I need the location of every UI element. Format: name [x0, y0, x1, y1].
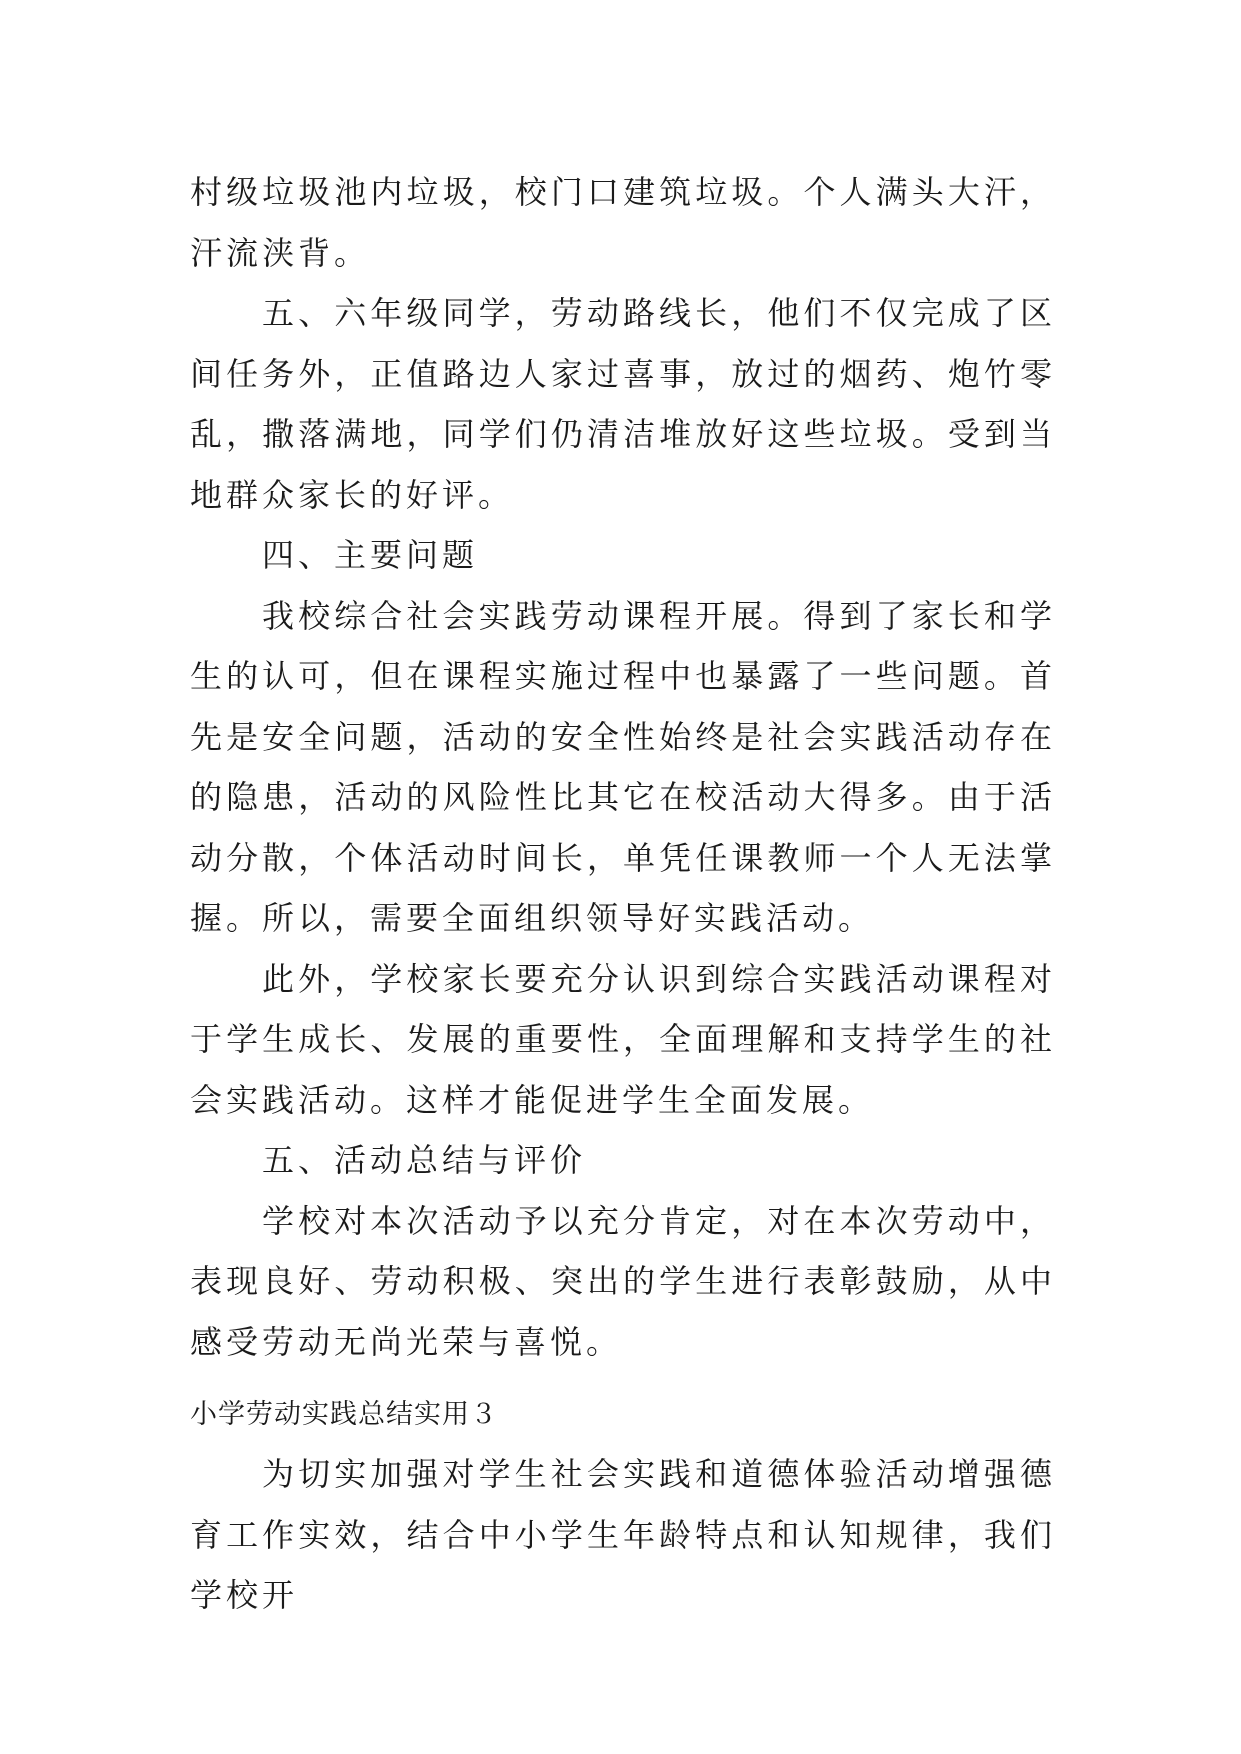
paragraph-4: 此外，学校家长要充分认识到综合实践活动课程对于学生成长、发展的重要性，全面理解和支持学生的社会实践活动。这样才能促进学生全面发展。 [190, 959, 1056, 1119]
section-title: 小学劳动实践总结实用３ [190, 1399, 498, 1430]
paragraph-1: 村级垃圾池内垃圾，校门口建筑垃圾。个人满头大汗，汗流浃背。 [190, 173, 1056, 272]
paragraph-6: 为切实加强对学生社会实践和道德体验活动增强德育工作实效，结合中小学生年龄特点和认知规律，我们学校开 [190, 1455, 1056, 1614]
paragraph-2: 五、六年级同学，劳动路线长，他们不仅完成了区间任务外，正值路边人家过喜事，放过的烟药、炮竹零乱，撒落满地，同学们仍清洁堆放好这些垃圾。受到当地群众家长的好评。 [190, 294, 1056, 514]
heading-main-problems: 四、主要问题 [262, 536, 479, 574]
document-body-top [190, 162, 1056, 1372]
document-body-bottom [190, 1444, 1056, 1626]
heading-summary-evaluation: 五、活动总结与评价 [262, 1141, 587, 1179]
paragraph-3: 我校综合社会实践劳动课程开展。得到了家长和学生的认可，但在课程实施过程中也暴露了一些问题。首先是安全问题，活动的安全性始终是社会实践活动存在的隐患，活动的风险性比其它在校活动大得多。由于活动分散，个体活动时间长，单凭任课教师一个人无法掌握。所以，需要全面组织领导好实践活动。 [190, 596, 1056, 937]
paragraph-5: 学校对本次活动予以充分肯定，对在本次劳动中，表现良好、劳动积极、突出的学生进行表彰鼓励，从中感受劳动无尚光荣与喜悦。 [190, 1201, 1056, 1361]
